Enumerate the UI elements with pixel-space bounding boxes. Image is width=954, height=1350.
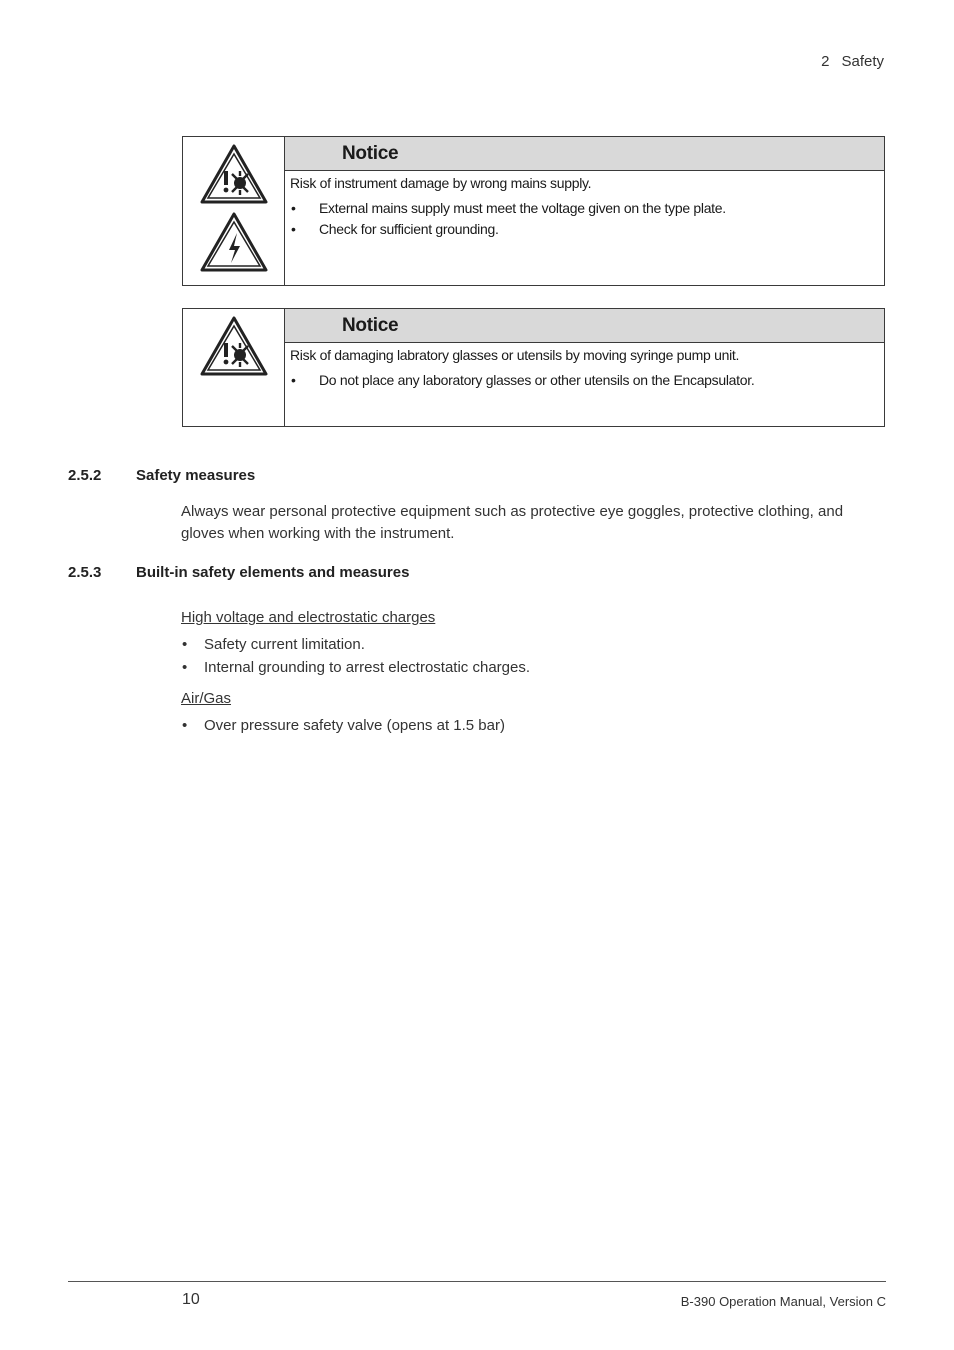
general-warning-icon <box>199 315 269 377</box>
notice-bullet: • Do not place any laboratory glasses or other utensils on the Encapsulator. <box>290 372 879 388</box>
chapter-number: 2 <box>821 53 830 70</box>
section-number: 2.5.3 <box>68 564 102 581</box>
subheading-high-voltage: High voltage and electrostatic charges <box>181 609 436 626</box>
notice-title: Notice <box>285 137 884 171</box>
section-heading-built-in-safety <box>68 564 409 581</box>
page-number: 10 <box>182 1291 200 1308</box>
section-heading-safety-measures <box>68 467 255 484</box>
section-title: Safety measures <box>136 467 256 484</box>
list-item: • Safety current limitation. <box>181 636 530 659</box>
notice-bullet: • Check for sufficient grounding. <box>290 221 879 237</box>
subheading-air-gas: Air/Gas <box>181 690 232 707</box>
notice-intro: Risk of damaging labratory glasses or utensils by moving syringe pump unit. <box>290 347 740 363</box>
notice-content <box>285 137 884 285</box>
list-item: • Internal grounding to arrest electrostatic charges. <box>181 659 530 682</box>
chapter-title: Safety <box>841 53 884 70</box>
list-item: • Over pressure safety valve (opens at 1.5 bar) <box>181 717 505 740</box>
document-name: B-390 Operation Manual, Version C <box>680 1294 886 1309</box>
running-head <box>821 53 884 70</box>
general-warning-icon <box>199 143 269 205</box>
section-number: 2.5.2 <box>68 467 102 484</box>
notice-bullet: • External mains supply must meet the voltage given on the type plate. <box>290 200 879 216</box>
notice-body <box>285 171 884 242</box>
notice-intro: Risk of instrument damage by wrong mains supply. <box>290 175 592 191</box>
footer-divider <box>68 1281 886 1282</box>
notice-box-mains-supply <box>182 136 885 286</box>
section-paragraph: Always wear personal protective equipment such as protective eye goggles, protective clothing, and gloves when working with the instrument. <box>181 503 844 542</box>
bullet-list-high-voltage <box>181 636 530 682</box>
section-title: Built-in safety elements and measures <box>136 564 410 581</box>
notice-content <box>285 309 884 426</box>
notice-body <box>285 343 884 393</box>
notice-bullet-list <box>290 372 879 388</box>
notice-title: Notice <box>285 309 884 343</box>
electrical-hazard-icon <box>199 211 269 273</box>
notice-icon-column <box>183 309 285 426</box>
notice-box-syringe-pump <box>182 308 885 427</box>
notice-icon-column <box>183 137 285 285</box>
bullet-list-air-gas <box>181 717 505 740</box>
notice-bullet-list <box>290 200 879 237</box>
